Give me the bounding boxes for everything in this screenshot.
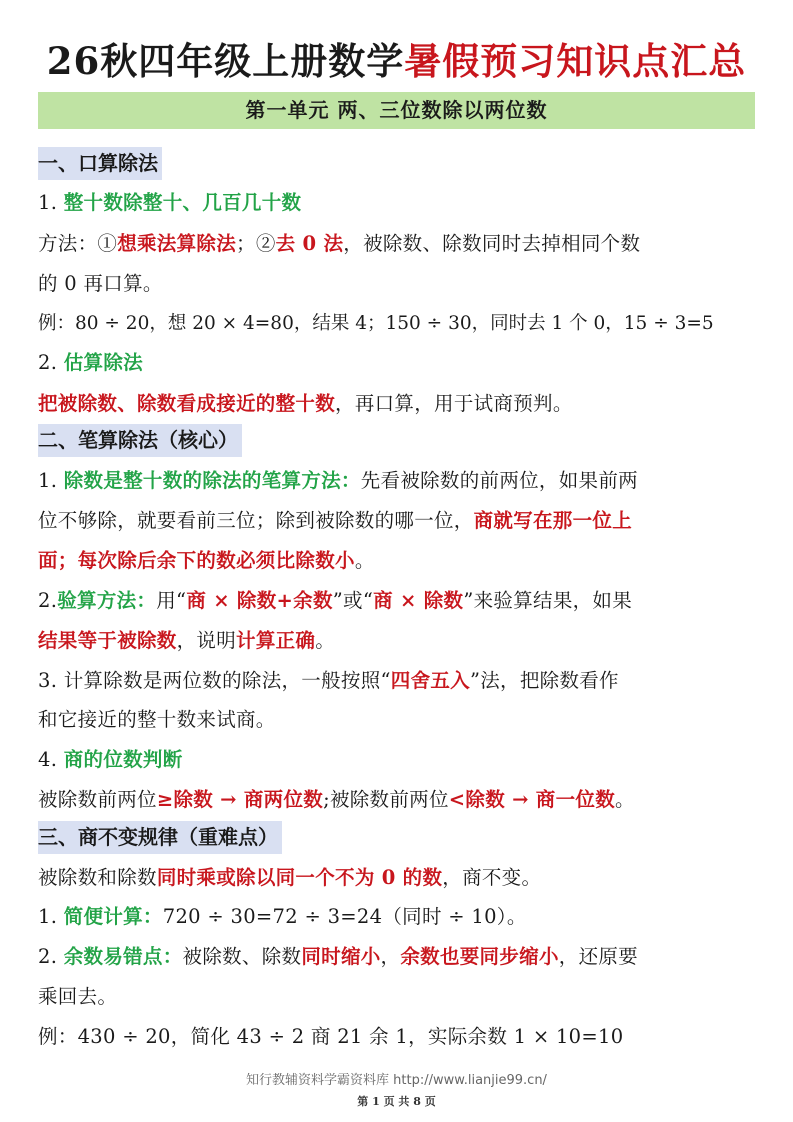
text-line-17: 1. 简便计算：720 ÷ 30=72 ÷ 3=24（同时 ÷ 10）。: [38, 905, 527, 928]
text-line-12: 3. 计算除数是两位数的除法，一般按照“四舍五入”法，把除数看作: [38, 669, 619, 692]
text-line-5: 2. 估算除法: [38, 351, 143, 374]
text-line-20: 例：430 ÷ 20，简化 43 ÷ 2 商 21 余 1，实际余数 1 × 10=10: [38, 1025, 624, 1048]
section-heading-quotient-rule: 三、商不变规律（重难点）: [38, 821, 282, 854]
title-part-2: 暑假预习知识点汇总: [404, 39, 747, 83]
text-line-18: 2. 余数易错点：被除数、除数同时缩小，余数也要同步缩小，还原要: [38, 945, 638, 968]
text-line-11: 结果等于被除数，说明计算正确。: [38, 629, 336, 652]
text-line-2: 方法：①想乘法算除法；②去 0 法，被除数、除数同时去掉相同个数: [38, 232, 641, 255]
page-title: [0, 38, 793, 84]
text-line-15: 被除数前两位≥除数 → 商两位数;被除数前两位<除数 → 商一位数。: [38, 788, 635, 811]
text-line-16: 被除数和除数同时乘或除以同一个不为 0 的数，商不变。: [38, 866, 542, 889]
footer-source: 知行教辅资料学霸资料库 http://www.lianjie99.cn/: [246, 1073, 547, 1088]
text-line-1: 1. 整十数除整十、几百几十数: [38, 191, 302, 214]
text-line-13: 和它接近的整十数来试商。: [38, 708, 276, 731]
text-line-3: 的 0 再口算。: [38, 272, 163, 295]
text-line-6: 把被除数、除数看成接近的整十数，再口算，用于试商预判。: [38, 392, 573, 415]
text-line-7: 1. 除数是整十数的除法的笔算方法：先看被除数的前两位，如果前两: [38, 469, 638, 492]
section-heading-oral-division: 一、口算除法: [38, 147, 162, 180]
title-part-1: 26秋四年级上册数学: [46, 39, 405, 83]
section-heading-written-division: 二、笔算除法（核心）: [38, 424, 242, 457]
text-line-4: 例：80 ÷ 20，想 20 × 4=80，结果 4；150 ÷ 30，同时去 1 个 0，15 ÷ 3=5: [38, 313, 714, 334]
text-line-10: 2.验算方法：用“商 × 除数+余数”或“商 × 除数”来验算结果，如果: [38, 589, 633, 612]
text-line-9: 面；每次除后余下的数必须比除数小。: [38, 549, 375, 572]
text-line-19: 乘回去。: [38, 985, 118, 1008]
unit-heading: 第一单元 两、三位数除以两位数: [38, 92, 755, 129]
text-line-8: 位不够除，就要看前三位；除到被除数的哪一位，商就写在那一位上: [38, 509, 633, 532]
page-number: 第 1 页 共 8 页: [357, 1095, 436, 1108]
text-line-14: 4. 商的位数判断: [38, 748, 183, 771]
